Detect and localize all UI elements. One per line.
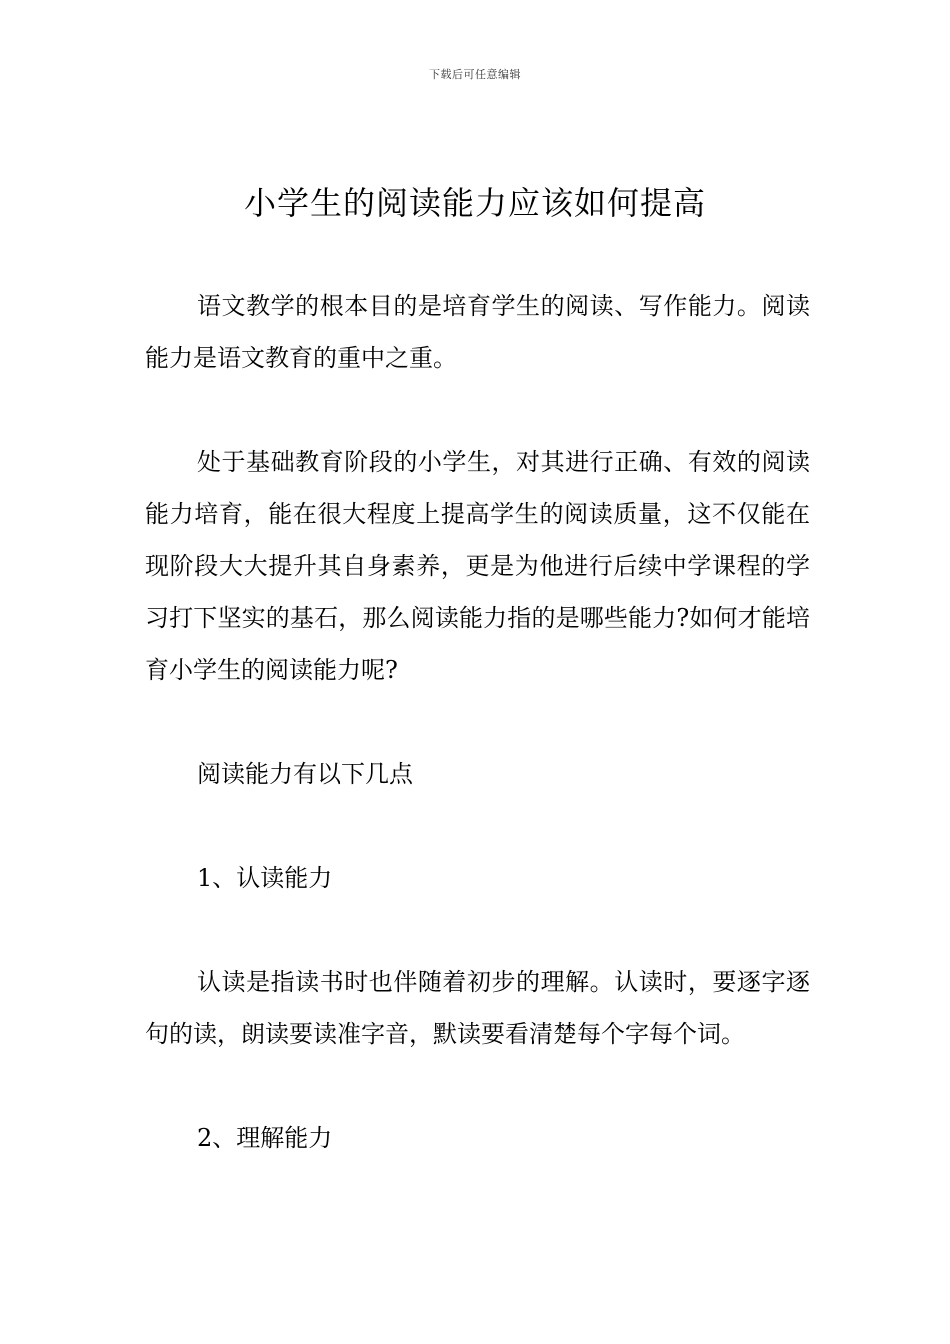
paragraph-list-intro: 阅读能力有以下几点 — [197, 760, 413, 788]
document-title: 小学生的阅读能力应该如何提高 — [243, 184, 706, 222]
paragraph-context: 处于基础教育阶段的小学生，对其进行正确、有效的阅读能力培育，能在很大程度上提高学生的阅读质量，这不仅能在现阶段大大提升其自身素养，更是为他进行后续中学课程的学习打下坚实的基石，那么阅读能力指的是哪些能力?如何才能培育小学生的阅读能力呢? — [145, 448, 810, 684]
heading-reading-ability: 1、认读能力 — [197, 864, 333, 892]
paragraph-intro: 语文教学的根本目的是培育学生的阅读、写作能力。阅读能力是语文教育的重中之重。 — [145, 292, 810, 372]
header-note: 下载后可任意编辑 — [429, 68, 521, 81]
paragraph-reading-ability: 认读是指读书时也伴随着初步的理解。认读时，要逐字逐句的读，朗读要读准字音，默读要看清楚每个字每个词。 — [145, 968, 810, 1048]
document-body — [145, 280, 810, 1216]
heading-comprehension-ability: 2、理解能力 — [197, 1124, 333, 1152]
